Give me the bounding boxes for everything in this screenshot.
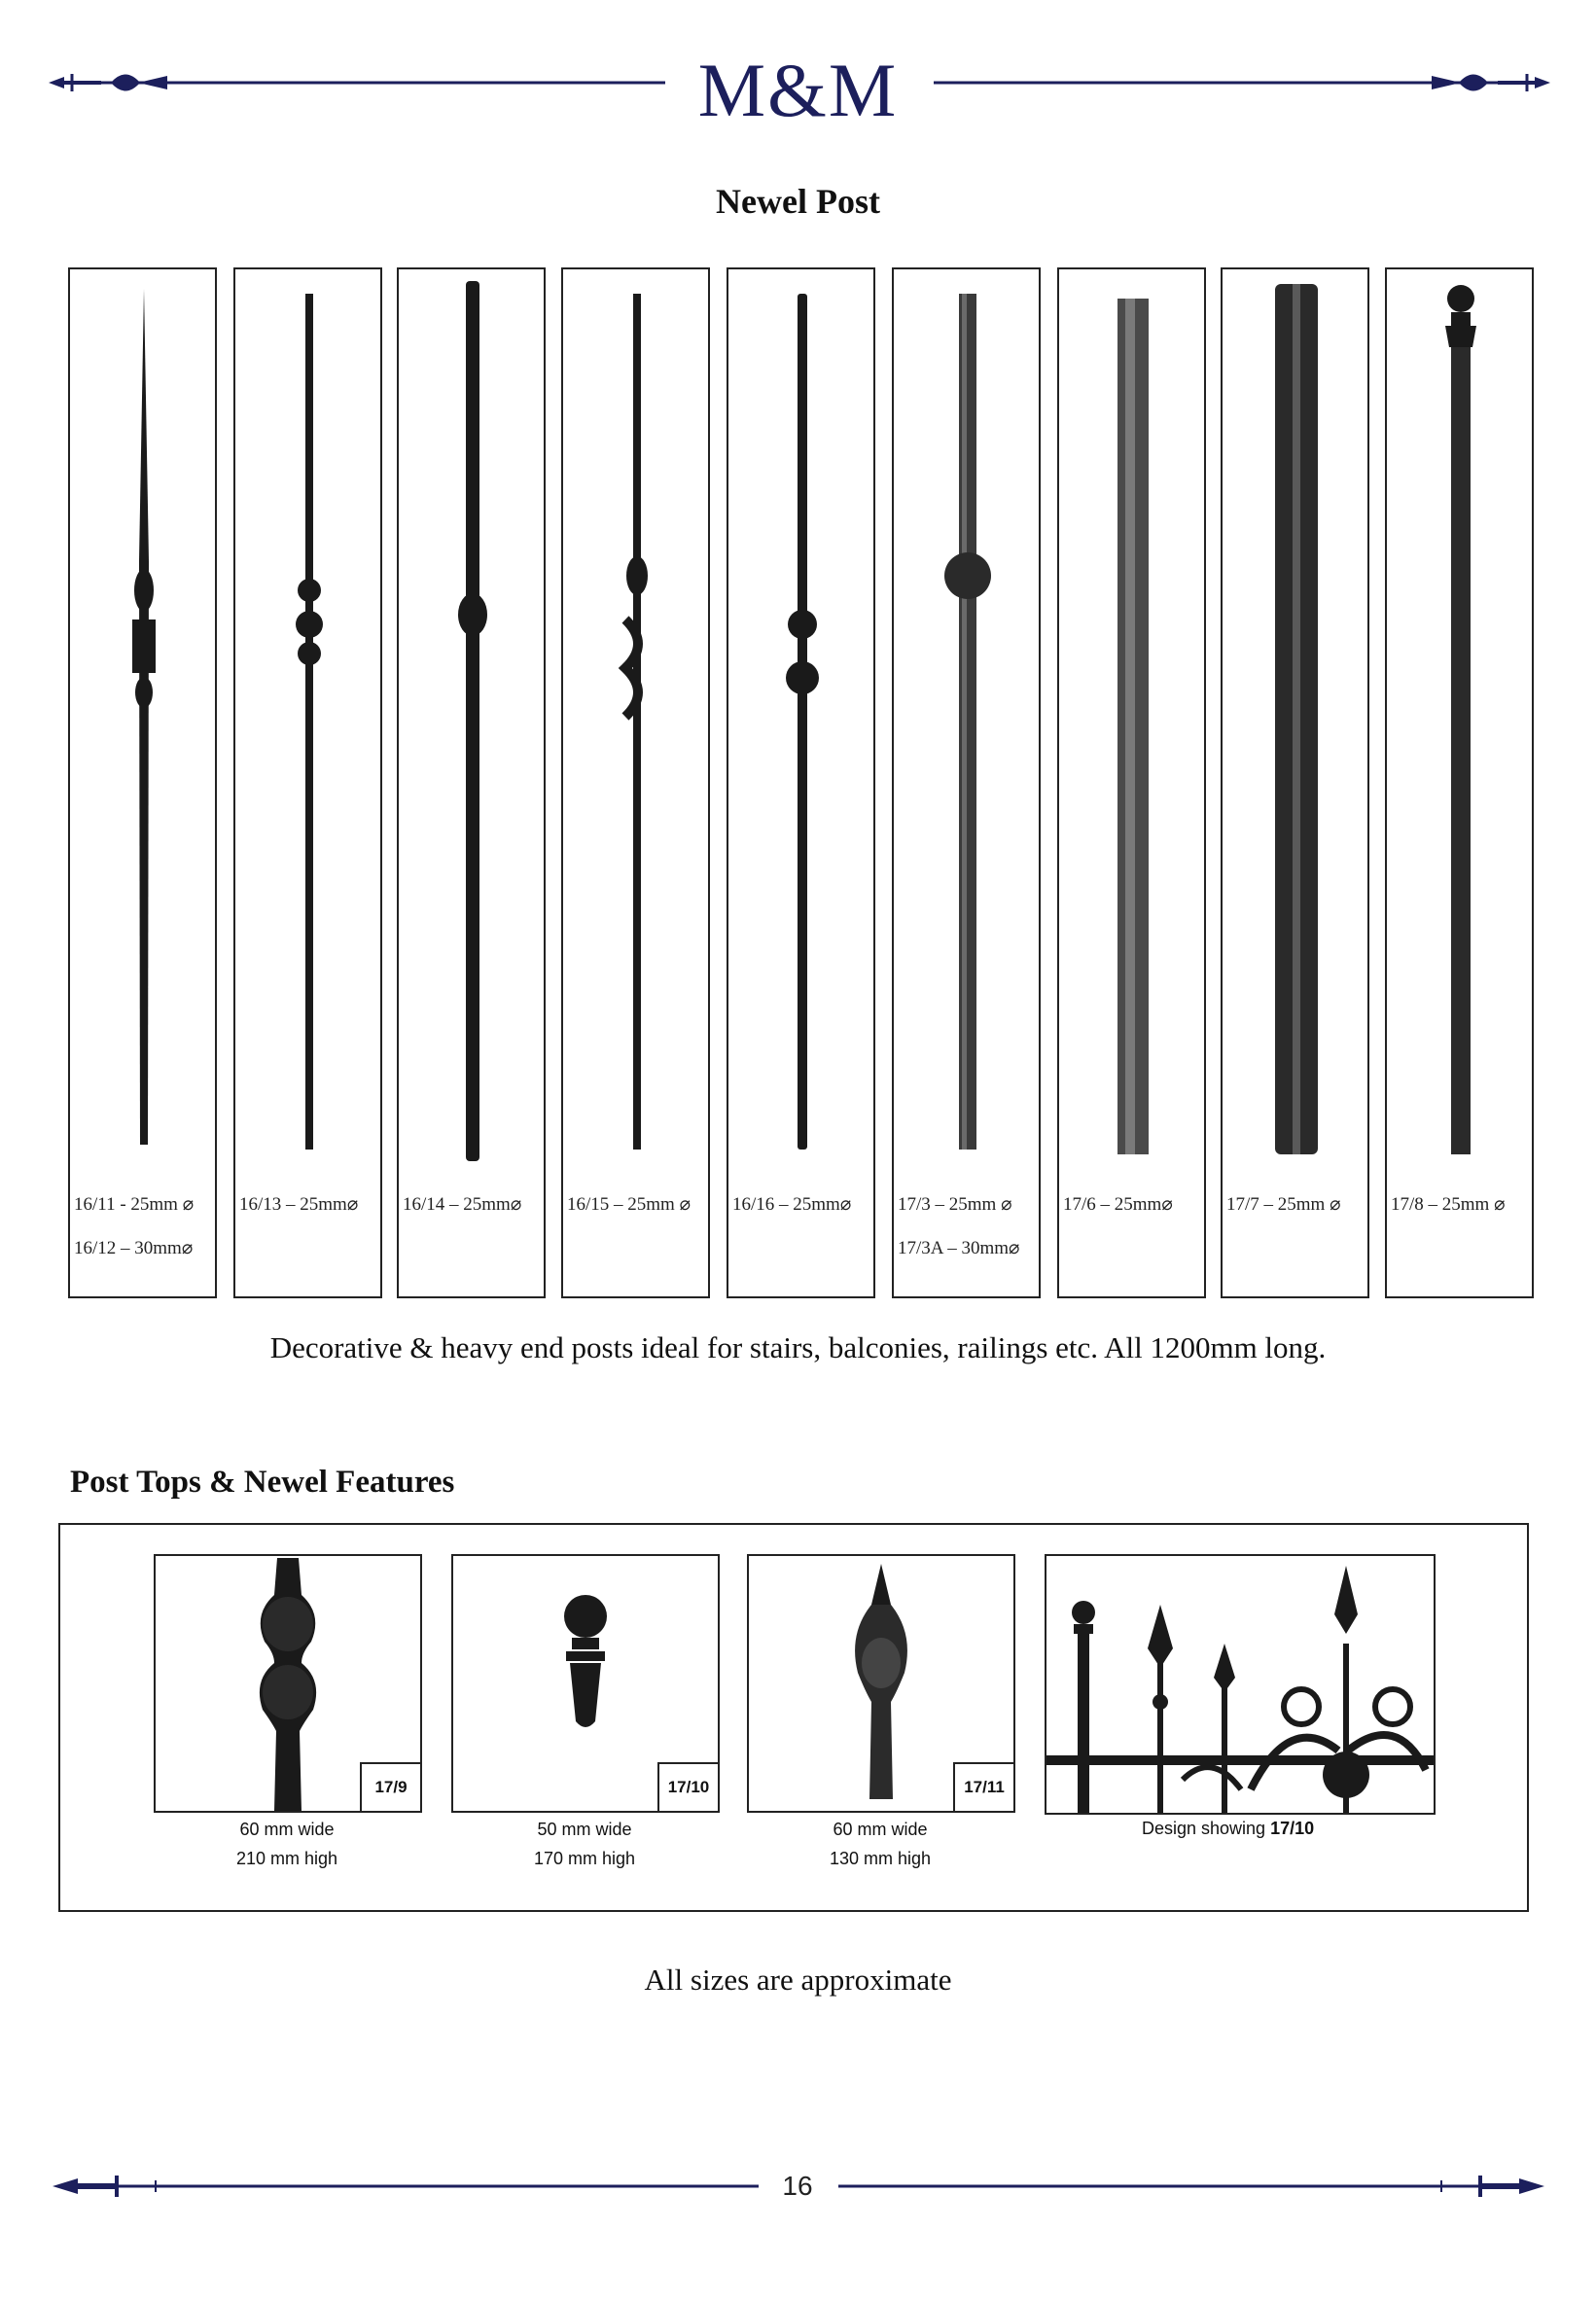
design-code: 17/10 [1270, 1819, 1315, 1838]
newel-post-size-label: 16/15 – 25mm ⌀ [567, 1194, 692, 1215]
newel-post-size-label: 16/13 – 25mm⌀ [239, 1194, 359, 1215]
newel-post-image [1387, 269, 1536, 1184]
newel-post-size-label: 16/11 - 25mm ⌀ [74, 1194, 195, 1215]
page-title: Newel Post [716, 182, 880, 221]
feature-width-17-11: 60 mm wide [833, 1820, 928, 1839]
features-heading: Post Tops & Newel Features [70, 1465, 455, 1500]
footer-right-ornament [838, 2172, 1548, 2201]
design-prefix: Design showing [1142, 1819, 1266, 1838]
feature-height-17-11: 130 mm high [829, 1849, 932, 1868]
newel-post-size-label: 16/12 – 30mm⌀ [74, 1238, 194, 1258]
newel-post-panel [892, 267, 1041, 1298]
newel-post-size-label: 16/14 – 25mm⌀ [403, 1194, 522, 1215]
page-number: 16 [782, 2171, 813, 2201]
feature-image-17-11 [747, 1554, 1015, 1813]
design-image [1045, 1554, 1436, 1815]
newel-post-image [70, 269, 219, 1184]
feature-code-17-10: 17/10 [657, 1762, 720, 1813]
newel-post-size-label: 17/3A – 30mm⌀ [898, 1238, 1020, 1258]
newel-post-panel [1221, 267, 1369, 1298]
newel-post-image [235, 269, 384, 1184]
newel-post-image [1059, 269, 1208, 1184]
newel-post-panel [1385, 267, 1534, 1298]
newel-post-panel [397, 267, 546, 1298]
feature-image-17-10 [451, 1554, 720, 1813]
approximate-sizes-note: All sizes are approximate [644, 1963, 952, 1997]
feature-height-17-9: 210 mm high [235, 1849, 338, 1868]
newel-post-panel [1057, 267, 1206, 1298]
newel-post-image [894, 269, 1043, 1184]
newel-post-image [399, 269, 548, 1184]
newel-post-image [563, 269, 712, 1184]
header-right-ornament [934, 68, 1556, 97]
feature-code-17-11: 17/11 [953, 1762, 1015, 1813]
brand-title: M&M [697, 48, 899, 132]
feature-width-17-9: 60 mm wide [239, 1820, 335, 1839]
feature-image-17-9 [154, 1554, 422, 1813]
footer-left-ornament [49, 2172, 759, 2201]
feature-size-17-11 [747, 1815, 1013, 1873]
design-caption [1142, 1819, 1314, 1839]
newel-post-panel [727, 267, 875, 1298]
feature-height-17-10: 170 mm high [533, 1849, 636, 1868]
newel-post-image [1223, 269, 1371, 1184]
newel-post-panel [233, 267, 382, 1298]
newel-post-size-label: 17/3 – 25mm ⌀ [898, 1194, 1012, 1215]
feature-size-17-9 [154, 1815, 420, 1873]
feature-width-17-10: 50 mm wide [537, 1820, 632, 1839]
description-caption: Decorative & heavy end posts ideal for stairs, balconies, railings etc. All 1200mm long. [269, 1330, 1327, 1364]
newel-post-panel [68, 267, 217, 1298]
feature-code-17-9: 17/9 [360, 1762, 422, 1813]
newel-post-size-label: 16/16 – 25mm⌀ [732, 1194, 852, 1215]
newel-post-panel [561, 267, 710, 1298]
newel-post-image [728, 269, 877, 1184]
newel-post-size-label: 17/6 – 25mm⌀ [1063, 1194, 1173, 1215]
feature-size-17-10 [451, 1815, 718, 1873]
newel-post-size-label: 17/8 – 25mm ⌀ [1391, 1194, 1506, 1215]
newel-post-size-label: 17/7 – 25mm ⌀ [1226, 1194, 1341, 1215]
